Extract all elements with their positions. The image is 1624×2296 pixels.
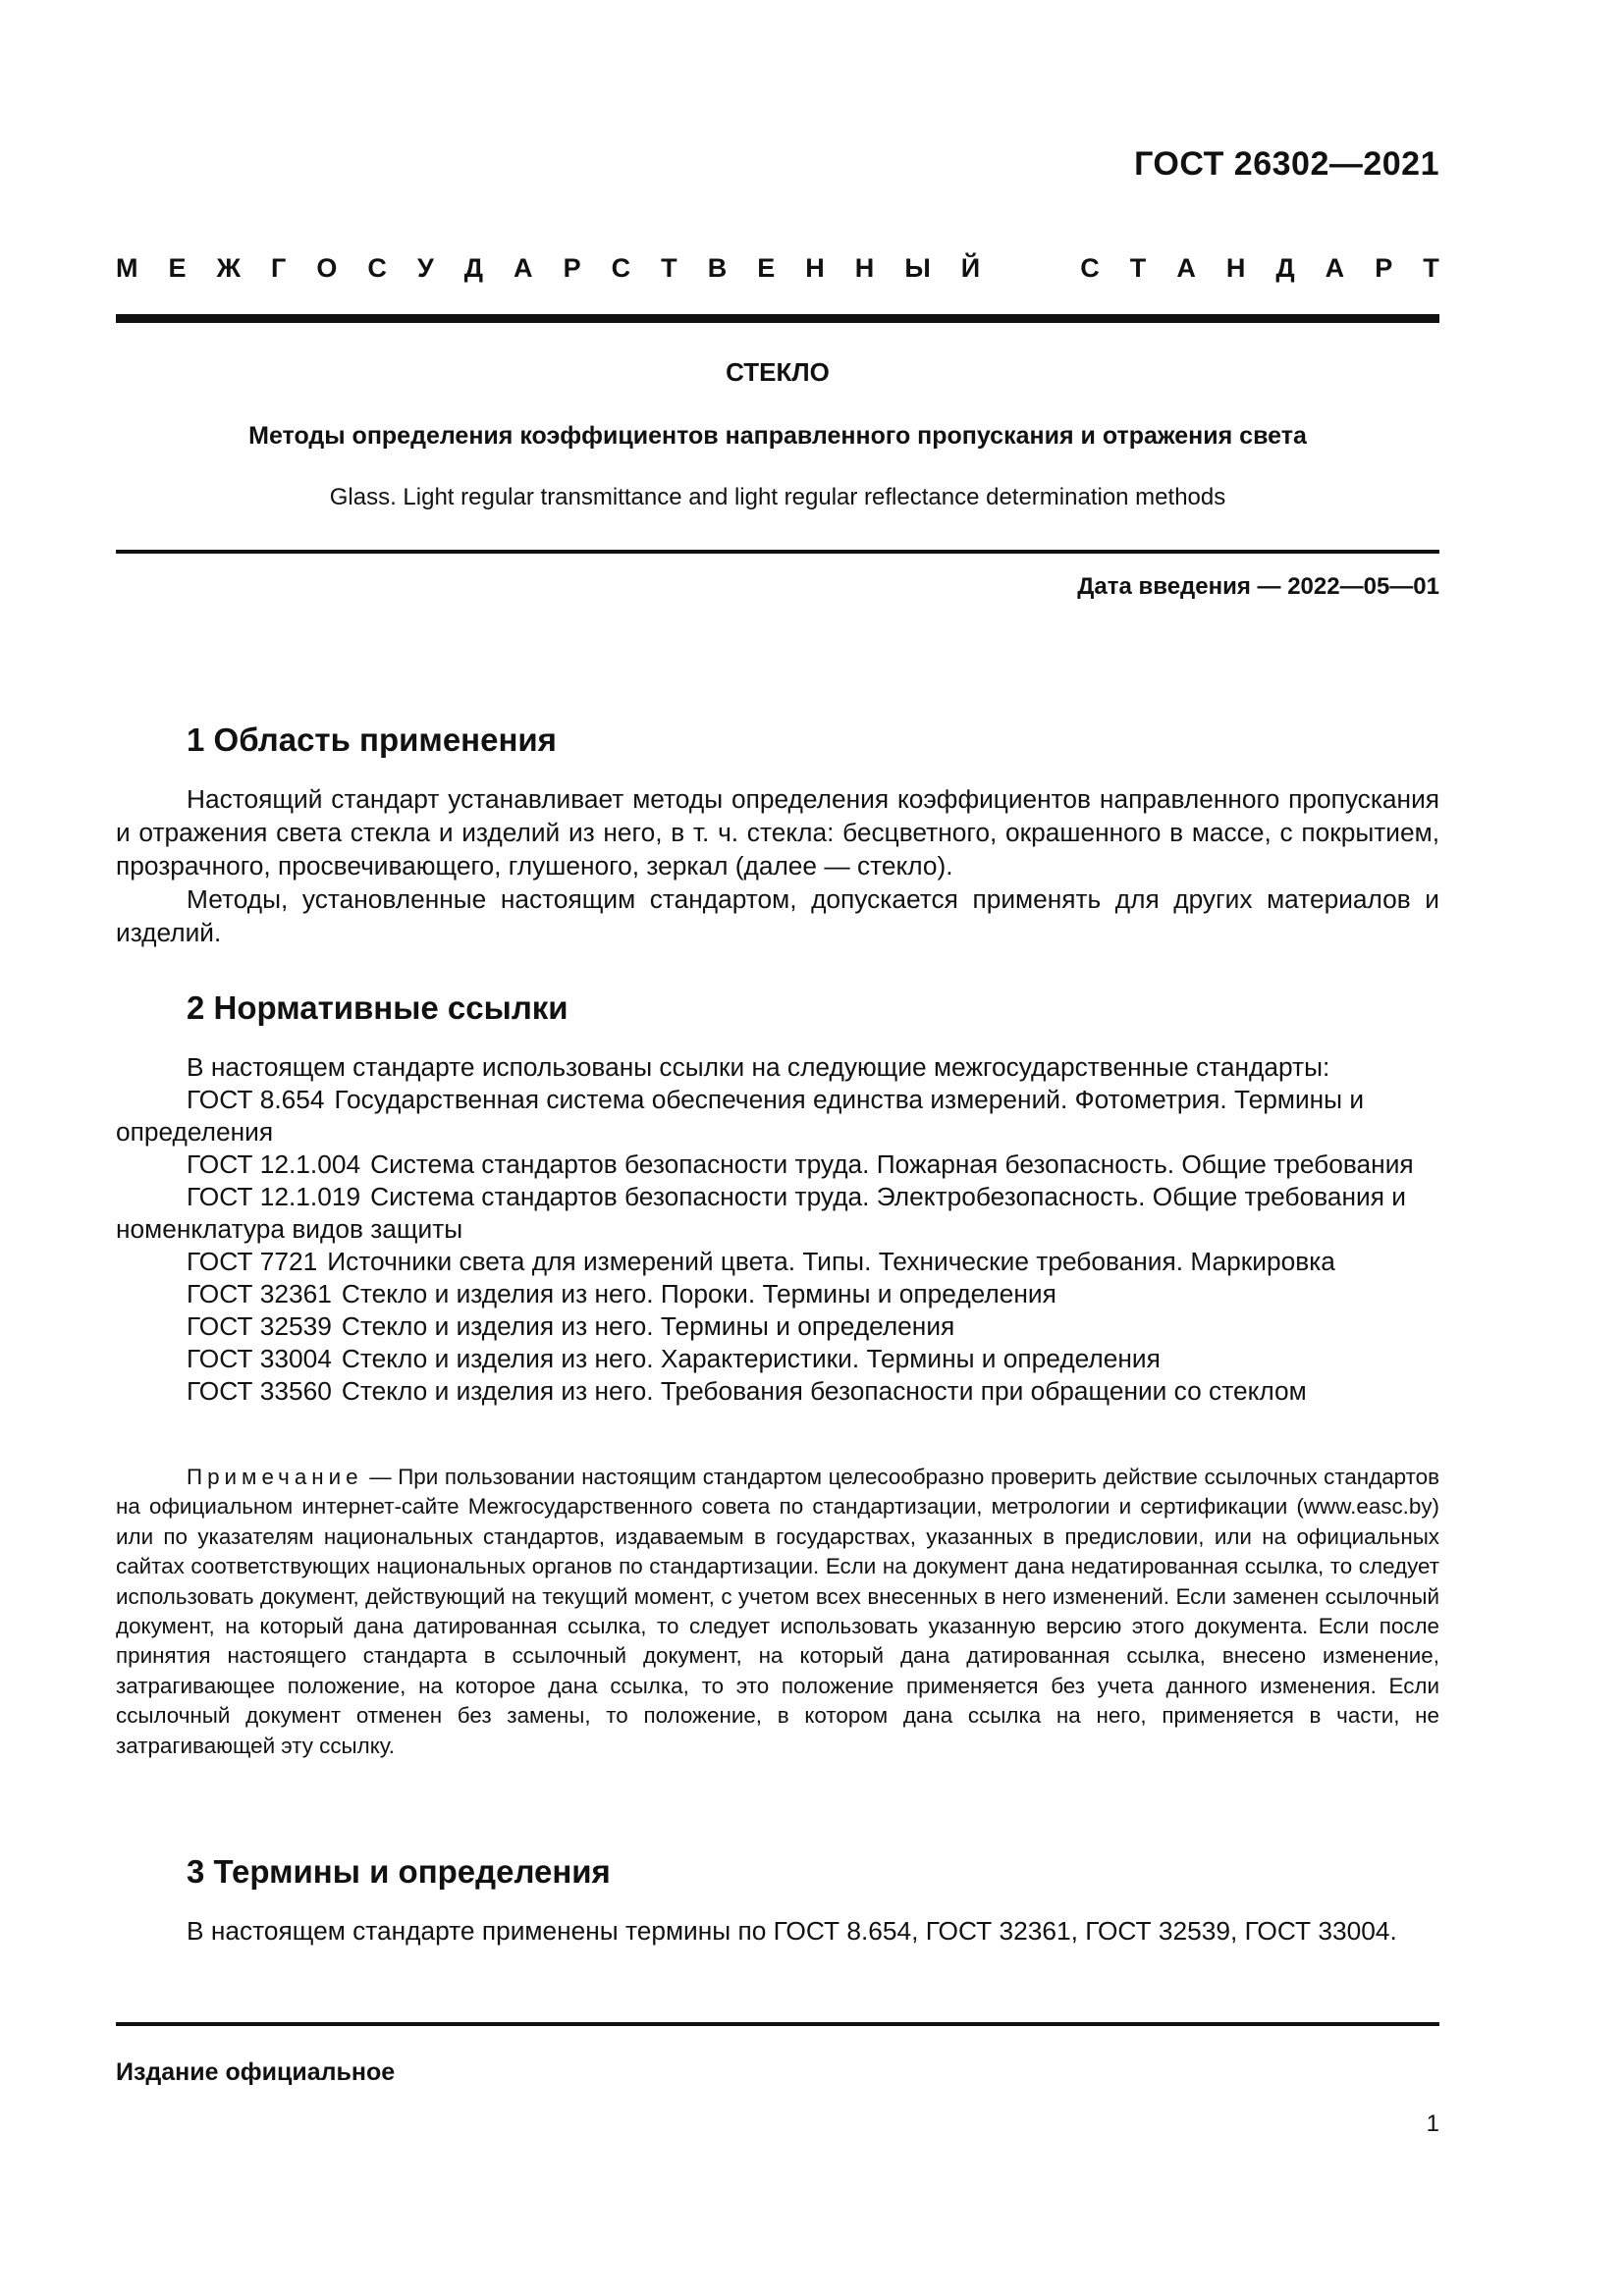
note-text: — При пользовании настоящим стандартом целесообразно проверить действие ссылочных стандартов на официальном интернет-сайте Межгосударственного совета по стандартизации, метрологии и сертификации (www.easc.by) или по указателям национальных стандартов, издаваемым в государствах, указанных в предисловии, или на официальных сайтах соответствующих национальных органов по стандартизации. Если на документ дана недатированная ссылка, то следует использовать документ, действующий на текущий момент, с учетом всех внесенных в него изменений. Если заменен ссылочный документ, на который дана датированная ссылка, то следует использовать указанную версию этого документа. Если после принятия настоящего стандарта в ссылочный документ, на который дана датированная ссылка, внесено изменение, затрагивающее положение, на которое дана ссылка, то это положение применяется без учета данного изменения. Если ссылочный документ отменен без замены, то положение, в котором дана ссылка на него, применяется в части, не затрагивающей эту ссылку. — [116, 1465, 1439, 1758]
standard-type-letter: Н — [1225, 253, 1246, 283]
references-note — [116, 1463, 1439, 1761]
standard-type-letter: Т — [1129, 253, 1147, 283]
reference-item — [116, 1278, 1439, 1310]
document-title: СТЕКЛО — [726, 357, 830, 387]
reference-item — [116, 1181, 1439, 1246]
section-3-paragraph: В настоящем стандарте применены термины по ГОСТ 8.654, ГОСТ 32361, ГОСТ 32539, ГОСТ 33004. — [187, 1916, 1397, 1946]
introduction-date: Дата введения — 2022—05—01 — [1077, 573, 1439, 600]
document-subtitle: Методы определения коэффициентов направленного пропускания и отражения света — [248, 422, 1307, 450]
reference-code: ГОСТ 7721 — [187, 1247, 318, 1276]
title-rule — [116, 550, 1439, 554]
references-intro: В настоящем стандарте использованы ссылки на следующие межгосударственные стандарты: — [187, 1052, 1330, 1082]
standard-type-letter: Й — [960, 253, 981, 283]
standard-type-letter: А — [1176, 253, 1196, 283]
official-edition-label: Издание официальное — [116, 2058, 396, 2086]
reference-code: ГОСТ 8.654 — [187, 1085, 325, 1114]
references-list — [116, 1051, 1439, 1408]
standard-type-letter: А — [1325, 253, 1345, 283]
section-1-heading: 1 Область применения — [187, 721, 557, 758]
reference-item — [116, 1343, 1439, 1375]
reference-title: Источники света для измерений цвета. Типы. Технические требования. Маркировка — [327, 1247, 1335, 1276]
standard-type-letter: Ы — [904, 253, 931, 283]
reference-item — [116, 1246, 1439, 1278]
reference-item — [116, 1084, 1439, 1148]
standard-type-letter: Г — [271, 253, 287, 283]
section-1-paragraph: Настоящий стандарт устанавливает методы определения коэффициентов направленного пропускания и отражения света стекла и изделий из него, в т. ч. стекла: бесцветного, окрашенного в массе, с покрытием, прозрачного, просвечивающего, глушеного, зеркал (далее — стекло). — [116, 784, 1439, 881]
word-gap — [1010, 253, 1050, 284]
standard-type-letter: С — [367, 253, 387, 283]
standard-type-letter: С — [1080, 253, 1100, 283]
reference-title: Стекло и изделия из него. Пороки. Термины и определения — [341, 1279, 1056, 1308]
reference-title: Система стандартов безопасности труда. Электробезопасность. Общие требования и номенклатура видов защиты — [116, 1182, 1406, 1244]
reference-title: Стекло и изделия из него. Термины и определения — [341, 1311, 955, 1341]
section-2-heading: 2 Нормативные ссылки — [187, 989, 568, 1026]
document-number: ГОСТ 26302—2021 — [1134, 145, 1439, 183]
standard-type-letter: А — [514, 253, 533, 283]
reference-item — [116, 1310, 1439, 1343]
standard-type-letter: Ж — [216, 253, 241, 283]
reference-title: Государственная система обеспечения единства измерений. Фотометрия. Термины и определения — [116, 1085, 1365, 1147]
section-3-body — [116, 1914, 1439, 1948]
standard-type-letter: Д — [463, 253, 484, 283]
standard-type-letter: Т — [1423, 253, 1439, 283]
standard-type-letter: У — [416, 253, 434, 283]
reference-code: ГОСТ 33560 — [187, 1376, 332, 1406]
section-1-paragraph: Методы, установленные настоящим стандартом, допускается применять для других материалов и изделий. — [116, 884, 1439, 947]
footer-rule — [116, 2022, 1439, 2026]
standard-type-letter: Р — [563, 253, 581, 283]
reference-code: ГОСТ 32361 — [187, 1279, 332, 1308]
reference-title: Стекло и изделия из него. Характеристики. Термины и определения — [341, 1344, 1161, 1373]
reference-code: ГОСТ 32539 — [187, 1311, 332, 1341]
note-label: Примечание — [187, 1465, 363, 1489]
reference-code: ГОСТ 12.1.004 — [187, 1149, 361, 1179]
page-number: 1 — [1426, 2110, 1439, 2137]
standard-type-letter: Р — [1375, 253, 1393, 283]
standard-type-letter: Т — [661, 253, 677, 283]
document-title-english: Glass. Light regular transmittance and light regular reflectance determination methods — [329, 484, 1226, 510]
section-1-body — [116, 782, 1439, 949]
standard-type-letter: Н — [805, 253, 825, 283]
standard-type-letter: В — [707, 253, 728, 283]
reference-item — [116, 1375, 1439, 1408]
standard-type-letter: С — [611, 253, 631, 283]
reference-code: ГОСТ 12.1.019 — [187, 1182, 361, 1211]
header-rule — [116, 314, 1439, 323]
standard-type-letter: Е — [757, 253, 776, 283]
standard-type-letter: Е — [168, 253, 187, 283]
standard-type-header — [116, 253, 1439, 284]
standard-type-letter: О — [316, 253, 338, 283]
section-3-heading: 3 Термины и определения — [187, 1853, 611, 1890]
reference-code: ГОСТ 33004 — [187, 1344, 332, 1373]
standard-type-letter: Н — [854, 253, 875, 283]
standard-type-letter: Д — [1275, 253, 1295, 283]
reference-title: Стекло и изделия из него. Требования безопасности при обращении со стеклом — [341, 1376, 1307, 1406]
reference-title: Система стандартов безопасности труда. Пожарная безопасность. Общие требования — [370, 1149, 1414, 1179]
reference-item — [116, 1148, 1439, 1181]
standard-type-letter: М — [116, 253, 138, 283]
